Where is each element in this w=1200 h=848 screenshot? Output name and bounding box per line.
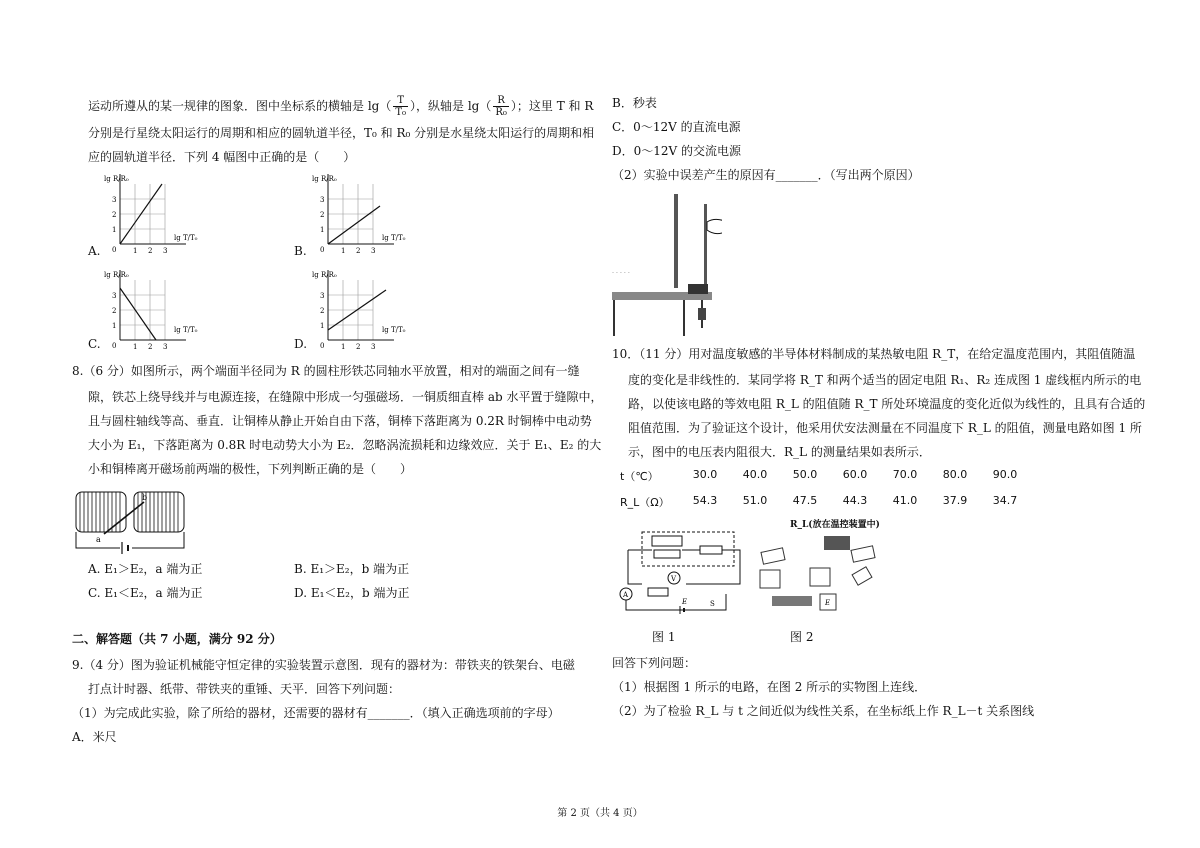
- svg-text:2: 2: [112, 211, 117, 219]
- table-cell: 47.5: [792, 494, 818, 507]
- figure-1-circuit: [614, 520, 744, 620]
- svg-text:3: 3: [320, 196, 325, 204]
- svg-text:1: 1: [112, 322, 117, 330]
- q8-coil-figure: [74, 482, 194, 554]
- svg-text:1: 1: [112, 226, 117, 234]
- q10-part-2: （2）为了检验 R_L 与 t 之间近似为线性关系，在坐标纸上作 R_L－t 关系图线: [612, 704, 1035, 718]
- svg-text:2: 2: [356, 247, 361, 255]
- q10-line-3: 路，以使该电路的等效电阻 R_L 的阻值随 R_T 所处环境温度的变化近似为线性的，且具有合适的: [628, 397, 1146, 411]
- q8-line-5: 小和铜棒离开磁场前两端的极性，下列判断正确的是（ ）: [88, 462, 413, 476]
- svg-text:3: 3: [371, 247, 376, 255]
- q9-option-b: B．秒表: [612, 96, 657, 110]
- rod-end-a: a: [96, 535, 101, 544]
- voltmeter-icon: [810, 568, 830, 586]
- table-cell: 80.0: [942, 468, 968, 481]
- svg-text:lg R/R₀: lg R/R₀: [312, 271, 337, 279]
- figure-1-label: 图 1: [652, 630, 676, 644]
- q10-line-4: 阻值范围．为了验证这个设计，他采用伏安法测量在不同温度下 R_L 的阻值，测量电路如图 1 所: [628, 421, 1142, 435]
- q8-option-a[interactable]: A. E₁＞E₂，a 端为正: [88, 562, 203, 576]
- q9-option-d: D．0～12V 的交流电源: [612, 144, 742, 158]
- q10-answer-prompt: 回答下列问题：: [612, 656, 697, 670]
- q8-option-b[interactable]: B. E₁＞E₂，b 端为正: [294, 562, 410, 576]
- svg-text:- - - - -: - - - - -: [612, 269, 630, 276]
- svg-text:V: V: [671, 575, 677, 583]
- frac-den: T₀: [395, 107, 407, 118]
- table-cell: 60.0: [842, 468, 868, 481]
- q7-line-2: 分别是行星绕太阳运行的周期和相应的圆轨道半径，T₀ 和 R₀ 分别是水星绕太阳运行的周期和相: [88, 126, 595, 140]
- svg-text:E: E: [825, 599, 831, 607]
- table-cell: 51.0: [742, 494, 768, 507]
- svg-text:lg R/R₀: lg R/R₀: [312, 175, 337, 183]
- q8-option-d[interactable]: D. E₁＜E₂，b 端为正: [294, 586, 410, 600]
- q7-text-c: ）；这里 T 和 R: [510, 99, 594, 113]
- frac-num: R: [493, 95, 509, 107]
- svg-text:1: 1: [133, 343, 138, 351]
- q9-option-c: C．0～12V 的直流电源: [612, 120, 741, 134]
- graph-a-label: A.: [88, 244, 101, 258]
- table-cell: 90.0: [992, 468, 1018, 481]
- q10-line-2: 度的变化是非线性的．某同学将 R_T 和两个适当的固定电阻 R₁、R₂ 连成图 1 虚线框内所示的电: [628, 373, 1142, 387]
- figure-2-label: 图 2: [790, 630, 814, 644]
- frac-num: T: [393, 95, 408, 107]
- figure-2-apparatus: [752, 530, 892, 622]
- graph-a: [104, 172, 244, 256]
- svg-text:E: E: [682, 598, 688, 606]
- r2-resistor: [700, 546, 722, 554]
- q8-line-4: 大小为 E₁，下落距离为 0.8R 时电动势大小为 E₂．忽略涡流损耗和边缘效应．关于 E₁、E₂ 的大: [88, 438, 602, 452]
- q8-line-3: 且与圆柱轴线等高、垂直．让铜棒从静止开始自由下落，铜棒下落距离为 0.2R 时铜棒中电动势: [88, 414, 592, 428]
- hand-icon: [707, 219, 722, 233]
- graph-c: [104, 268, 244, 352]
- q8-line-1: 8.（6 分）如图所示，两个端面半径同为 R 的圆柱形铁芯同轴水平放置，相对的端面之间有一缝: [72, 364, 580, 378]
- graph-b-label: B.: [294, 244, 307, 258]
- graph-b: [312, 172, 452, 256]
- fraction-t-t0: [393, 95, 408, 118]
- svg-text:3: 3: [112, 292, 117, 300]
- q7-line-3: 应的圆轨道半径．下列 4 幅图中正确的是（ ）: [88, 150, 356, 164]
- graph-c-line: [120, 288, 156, 340]
- svg-text:1: 1: [320, 322, 325, 330]
- svg-text:2: 2: [320, 211, 325, 219]
- table-cell: 40.0: [742, 468, 768, 481]
- rl-table: [620, 468, 1020, 518]
- svg-text:1: 1: [341, 343, 346, 351]
- svg-text:0: 0: [320, 246, 325, 254]
- table-cell: 30.0: [692, 468, 718, 481]
- svg-text:S: S: [710, 600, 715, 608]
- graph-d-label: D.: [294, 337, 308, 351]
- table-cell: 41.0: [892, 494, 918, 507]
- svg-text:3: 3: [371, 343, 376, 351]
- rt-resistor: [652, 536, 682, 546]
- svg-text:lg R/R₀: lg R/R₀: [104, 271, 129, 279]
- table-header-rl: R_L（Ω）: [620, 496, 670, 509]
- temp-box: [824, 536, 850, 550]
- graph-b-line: [328, 206, 380, 244]
- rheostat: [648, 588, 668, 596]
- q9-line-2: 打点计时器、纸带、带铁夹的重锤、天平．回答下列问题：: [88, 682, 401, 696]
- ammeter-icon: [760, 570, 780, 588]
- q8-option-c[interactable]: C. E₁＜E₂，a 端为正: [88, 586, 203, 600]
- svg-text:lg T/T₀: lg T/T₀: [174, 326, 198, 334]
- q9-line-3: （1）为完成此实验，除了所给的器材，还需要的器材有_______．（填入正确选项前的字母）: [72, 706, 560, 720]
- q10-line-5: 示，图中的电压表内阻很大．R_L 的测量结果如表所示．: [628, 445, 931, 459]
- svg-text:1: 1: [133, 247, 138, 255]
- svg-text:lg T/T₀: lg T/T₀: [382, 326, 406, 334]
- svg-text:0: 0: [112, 246, 117, 254]
- svg-text:A: A: [623, 591, 629, 599]
- svg-text:lg T/T₀: lg T/T₀: [382, 234, 406, 242]
- table-cell: 44.3: [842, 494, 868, 507]
- svg-text:2: 2: [356, 343, 361, 351]
- table-cell: 50.0: [792, 468, 818, 481]
- q7-text-b: ），纵轴是 lg（: [410, 99, 492, 113]
- svg-text:3: 3: [112, 196, 117, 204]
- svg-text:2: 2: [148, 247, 153, 255]
- svg-text:0: 0: [320, 342, 325, 350]
- table-header-t: t（℃）: [620, 470, 659, 483]
- svg-text:3: 3: [320, 292, 325, 300]
- q7-text-a: 运动所遵从的某一规律的图象．图中坐标系的横轴是 lg（: [88, 99, 392, 113]
- svg-text:0: 0: [112, 342, 117, 350]
- rod-end-b: b: [142, 493, 148, 502]
- graph-xlabel: lg T/T₀: [174, 234, 198, 242]
- switch-icon: [852, 567, 872, 585]
- table-cell: 70.0: [892, 468, 918, 481]
- rheostat: [772, 596, 812, 606]
- page-footer: 第 2 页（共 4 页）: [557, 808, 643, 819]
- q7-line-1: [88, 95, 593, 118]
- fraction-r-r0: [493, 95, 509, 118]
- frac-den: R₀: [495, 107, 507, 118]
- table-cell: 37.9: [942, 494, 968, 507]
- svg-text:2: 2: [320, 307, 325, 315]
- section-heading: 二、解答题（共 7 小题，满分 92 分）: [72, 632, 282, 646]
- svg-text:2: 2: [148, 343, 153, 351]
- svg-text:1: 1: [320, 226, 325, 234]
- q9-apparatus-figure: [612, 188, 722, 338]
- svg-text:3: 3: [163, 343, 168, 351]
- q8-line-2: 隙，铁芯上绕导线并与电源连接，在缝隙中形成一匀强磁场．一铜质细直棒 ab 水平置于缝隙中，: [88, 390, 603, 404]
- r1-resistor: [654, 550, 680, 558]
- q10-part-1: （1）根据图 1 所示的电路，在图 2 所示的实物图上连线．: [612, 680, 927, 694]
- graph-c-label: C.: [88, 337, 101, 351]
- q9-part-2: （2）实验中误差产生的原因有_______．（写出两个原因）: [612, 168, 920, 182]
- figure-2-caption: R_L(放在温控装置中): [790, 520, 880, 530]
- graph-d: [312, 268, 452, 352]
- graph-ylabel: lg R/R₀: [104, 175, 129, 183]
- svg-text:2: 2: [112, 307, 117, 315]
- svg-text:3: 3: [163, 247, 168, 255]
- table-cell: 54.3: [692, 494, 718, 507]
- svg-text:1: 1: [341, 247, 346, 255]
- q9-option-a: A．米尺: [72, 730, 117, 744]
- q9-line-1: 9.（4 分）图为验证机械能守恒定律的实验装置示意图．现有的器材为：带铁夹的铁架台、电磁: [72, 658, 575, 672]
- table-cell: 34.7: [992, 494, 1018, 507]
- q10-line-1: 10．（11 分）用对温度敏感的半导体材料制成的某热敏电阻 R_T，在给定温度范围内，其阻值随温: [612, 347, 1136, 361]
